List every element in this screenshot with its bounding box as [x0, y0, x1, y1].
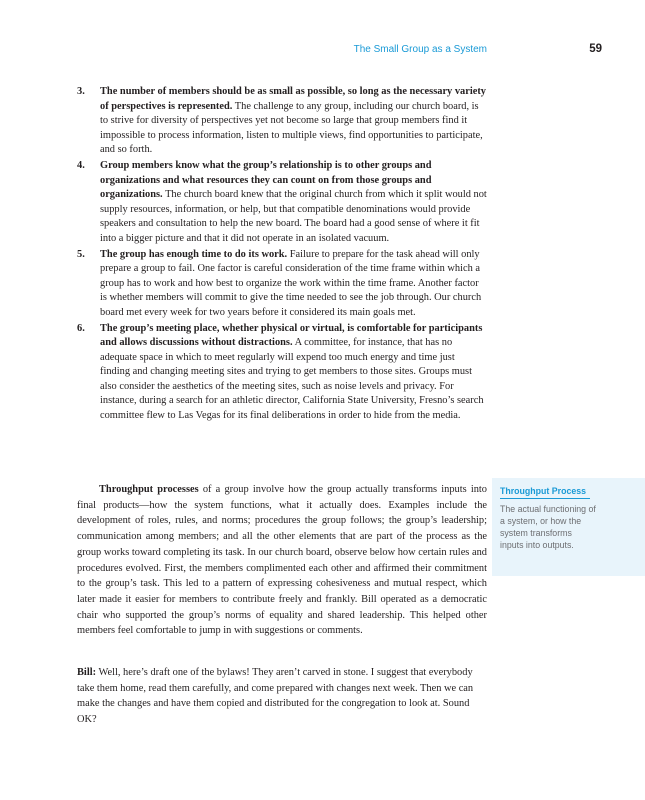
list-item — [77, 322, 487, 424]
list-item — [77, 159, 487, 247]
page-number: 59 — [589, 43, 602, 55]
list-item-text: A committee, for instance, that has no adequate space in which to meet regularly will expend too much energy and time just finding and changing meeting sites and trying to get members to those sites. Groups must also consider the aesthetics of the meeting sites, such as noise levels and privacy. For instance, during a search for an athletic director, California State University, Fresno’s search committee flew to Las Vegas for its final deliberations in order to hide from the media. — [100, 337, 484, 422]
running-title: The Small Group as a System — [353, 44, 487, 55]
margin-definition: The actual functioning of a system, or how the system transforms inputs into outputs. — [500, 504, 596, 550]
list-item-number: 5. — [77, 248, 85, 260]
list-item-text: The challenge to any group, including our church board, is to strive for diversity of perspectives yet not become so large that group members find it impossible to process information, listen to multiple views, find opportunities to participate, and so forth. — [100, 100, 483, 156]
body-paragraph-text: of a group involve how the group actually transforms inputs into final products—how the system functions, what it actually does. Examples include the development of roles, rules, and norms; procedures the group follows; the group’s leadership; communication among members; and all the other elements that are part of the process as the group works toward completing its task. In our church board, observe below how certain rules and procedures evolved. First, the members complimented each other and affirmed their commitment to the group’s task. This led to a pattern of expressing cohesiveness and mutual respect, which later made it easier for members to contribute freely and frankly. Bill operated as a democratic chair who supported the group’s norms of equality and shared leadership. This helped other members feel comfortable to jump in with suggestions or comments. — [77, 484, 487, 637]
speaker-name: Bill: — [77, 667, 97, 678]
list-item-number: 6. — [77, 322, 85, 334]
list-item-text: The church board knew that the original church from which it split would not supply resources, information, or help, but that compatible denominations would provide speakers and consultation to help the new board. The board had a good sense of where it fit into a bigger picture and that it did not operate in an isolated vacuum. — [100, 189, 487, 244]
list-item-lead: The group’s meeting place, whether physical or virtual, is comfortable for participants and allows discussions without distractions. — [100, 322, 483, 349]
numbered-list — [77, 85, 487, 425]
dialogue-text: Well, here’s draft one of the bylaws! They aren’t carved in stone. I suggest that everybody take them home, read them carefully, and come prepared with changes next week. Then we can make the changes and have them copied and distributed for the congregation to look at. Sound OK? — [77, 667, 474, 726]
list-item — [77, 248, 487, 321]
dialogue-line — [77, 665, 487, 728]
list-item-number: 4. — [77, 159, 85, 171]
list-item-lead: The number of members should be as small as possible, so long as the necessary variety of perspectives is represented. — [100, 86, 487, 112]
list-item — [77, 85, 487, 158]
list-item-number: 3. — [77, 86, 85, 97]
margin-term: Throughput Process — [500, 486, 590, 499]
list-item-lead: The group has enough time to do its work. — [100, 248, 288, 260]
body-paragraph — [77, 482, 487, 639]
margin-definition-box — [492, 478, 645, 576]
key-term: Throughput processes — [99, 484, 199, 495]
list-item-lead: Group members know what the group’s relationship is to other groups and organizations and what resources they can count on from those groups and organizations. — [100, 159, 432, 201]
list-item-text: Failure to prepare for the task ahead will only prepare a group to fail. One factor is careful consideration of the time frame within which a group has to work and how best to organize the work within the time frame. Another factor is whether members will commit to give the time needed to see the job through. Our church board met every week for two years before it considered its main goals met. — [100, 248, 482, 318]
